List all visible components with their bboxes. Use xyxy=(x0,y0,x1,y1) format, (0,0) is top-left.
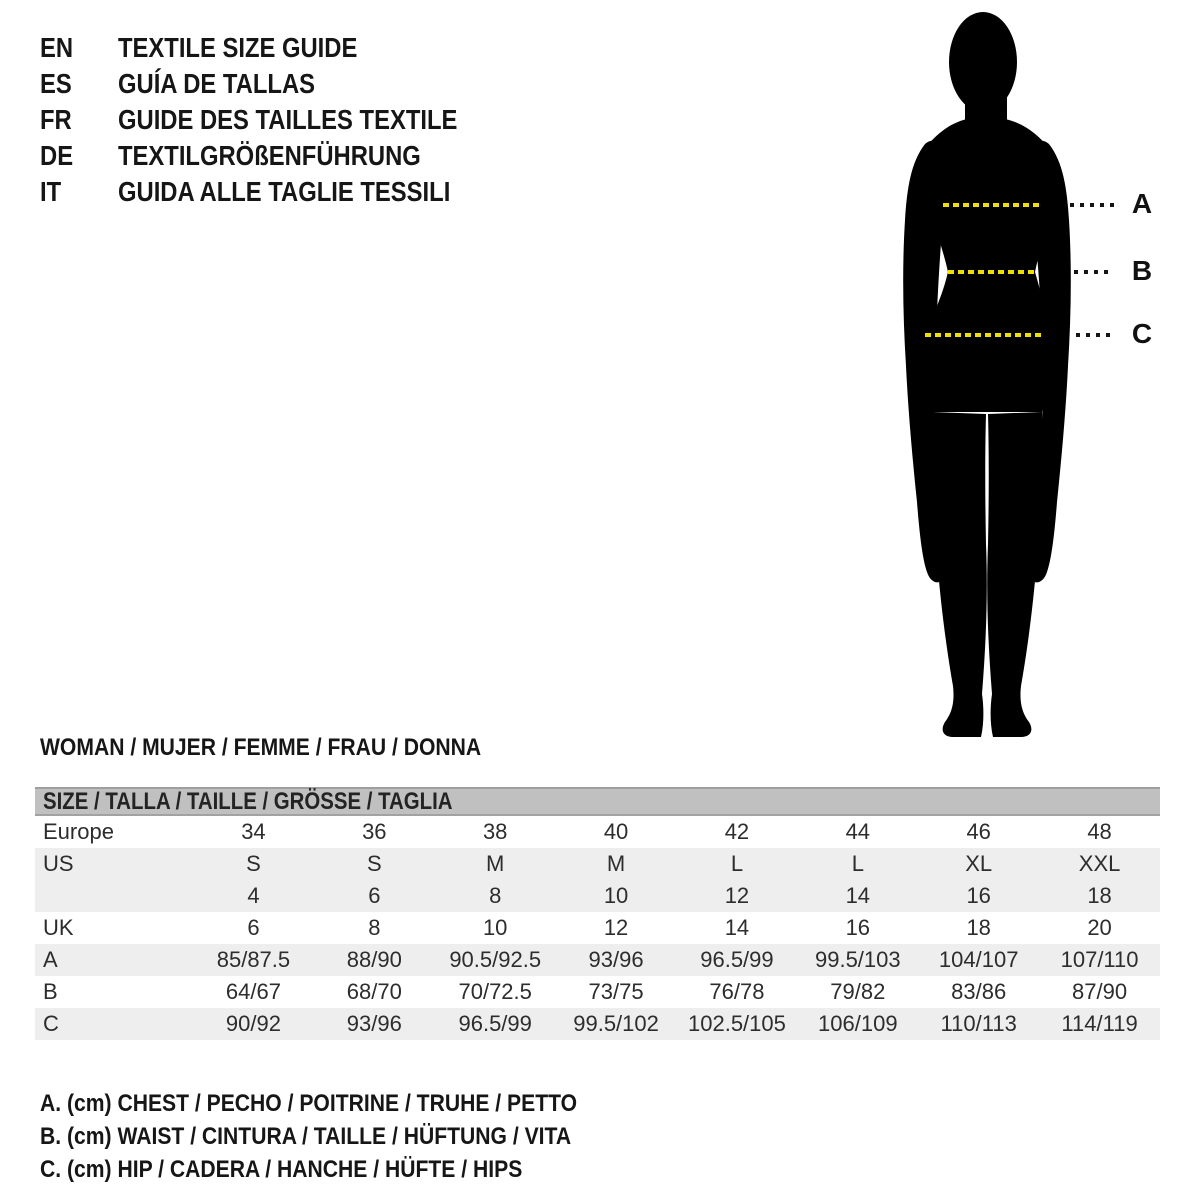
legend-line-c: C. (cm) HIP / CADERA / HANCHE / HÜFTE / HIPS xyxy=(40,1156,523,1183)
size-cell: 36 xyxy=(362,819,387,844)
size-cell: 85/87.5 xyxy=(216,947,291,972)
size-cell: 10 xyxy=(603,883,629,908)
table-row xyxy=(35,944,1160,976)
language-code: EN xyxy=(40,32,74,63)
table-row xyxy=(35,1008,1160,1040)
size-cell: 99.5/102 xyxy=(573,1011,659,1036)
size-cell: 106/109 xyxy=(818,1011,898,1036)
language-code: ES xyxy=(40,68,72,99)
row-label: C xyxy=(43,1011,59,1036)
size-cell: XL xyxy=(965,851,993,876)
connector-dots-c xyxy=(1076,333,1114,337)
size-cell: 96.5/99 xyxy=(700,947,774,972)
size-cell: 93/96 xyxy=(588,947,644,972)
language-code: IT xyxy=(40,176,62,207)
measurement-label-c: C xyxy=(1131,318,1153,349)
language-row xyxy=(40,102,517,138)
size-cell: 64/67 xyxy=(225,979,281,1004)
language-label: GUIDA ALLE TAGLIE TESSILI xyxy=(118,176,451,207)
size-cell: 4 xyxy=(247,883,260,908)
size-cell: 46 xyxy=(966,819,991,844)
size-cell: 8 xyxy=(368,915,381,940)
size-cell: 12 xyxy=(603,915,629,940)
size-cell: L xyxy=(851,851,864,876)
table-header xyxy=(35,787,1160,816)
size-cell: 40 xyxy=(603,819,629,844)
size-cell: 88/90 xyxy=(346,947,402,972)
dashed-measure-line-c xyxy=(925,333,1045,337)
measurement-line-b xyxy=(0,255,1200,286)
table-row xyxy=(35,912,1160,944)
size-cell: M xyxy=(486,851,505,876)
size-cell: 6 xyxy=(368,883,381,908)
size-cell: 34 xyxy=(241,819,266,844)
legend-line-b: B. (cm) WAIST / CINTURA / TAILLE / HÜFTUNG / VITA xyxy=(40,1123,572,1150)
size-cell: 8 xyxy=(489,883,502,908)
measurement-legend xyxy=(40,1090,650,1189)
size-cell: 16 xyxy=(966,883,991,908)
language-row xyxy=(40,30,517,66)
size-cell: 14 xyxy=(845,883,871,908)
size-cell: 107/110 xyxy=(1060,947,1139,972)
language-code: FR xyxy=(40,104,72,135)
row-label: A xyxy=(43,947,58,972)
table-row xyxy=(35,976,1160,1008)
size-cell: 96.5/99 xyxy=(458,1011,532,1036)
table-row xyxy=(35,880,1160,912)
measurement-label-a: A xyxy=(1131,188,1153,219)
size-cell: 102.5/105 xyxy=(688,1011,786,1036)
woman-silhouette xyxy=(895,10,1095,745)
size-cell: 99.5/103 xyxy=(814,947,901,972)
language-label: TEXTILGRÖßENFÜHRUNG xyxy=(118,140,421,171)
size-cell: 104/107 xyxy=(938,947,1019,972)
language-code: DE xyxy=(40,140,74,171)
size-cell: 12 xyxy=(724,883,750,908)
language-label: GUÍA DE TALLAS xyxy=(118,68,316,99)
size-cell: 114/119 xyxy=(1061,1011,1138,1036)
size-cell: L xyxy=(730,851,744,876)
silhouette-left-leg xyxy=(931,412,987,737)
size-cell: 83/86 xyxy=(951,979,1007,1004)
size-cell: 93/96 xyxy=(346,1011,402,1036)
size-cell: 68/70 xyxy=(346,979,402,1004)
gender-title: WOMAN / MUJER / FEMME / FRAU / DONNA xyxy=(40,734,482,761)
size-cell: 18 xyxy=(1087,883,1112,908)
row-label: B xyxy=(43,979,58,1004)
size-table xyxy=(35,787,1160,1040)
size-cell: S xyxy=(366,851,382,876)
size-cell: 16 xyxy=(845,915,871,940)
connector-dots-b xyxy=(1074,270,1114,274)
row-label: US xyxy=(43,851,74,876)
language-label: TEXTILE SIZE GUIDE xyxy=(118,32,358,63)
size-cell: 70/72.5 xyxy=(458,979,532,1004)
row-label: UK xyxy=(43,915,74,940)
legend-line-a: A. (cm) CHEST / PECHO / POITRINE / TRUHE / PETTO xyxy=(40,1090,578,1117)
size-cell: M xyxy=(606,851,626,876)
size-cell: 18 xyxy=(966,915,991,940)
language-row xyxy=(40,138,517,174)
language-list xyxy=(40,30,517,210)
size-cell: 73/75 xyxy=(588,979,644,1004)
language-row xyxy=(40,66,517,102)
size-cell: 48 xyxy=(1087,819,1112,844)
size-cell: 90/92 xyxy=(225,1011,281,1036)
size-cell: XXL xyxy=(1078,851,1121,876)
measurement-label-b: B xyxy=(1131,255,1153,286)
size-cell: 38 xyxy=(482,819,508,844)
measurement-line-c xyxy=(0,318,1200,349)
size-cell: 79/82 xyxy=(830,979,886,1004)
size-cell: 20 xyxy=(1087,915,1112,940)
table-row xyxy=(35,848,1160,880)
size-cell: 10 xyxy=(482,915,508,940)
dashed-measure-line-a xyxy=(943,203,1040,207)
row-label: Europe xyxy=(43,819,114,844)
size-cell: 90.5/92.5 xyxy=(449,947,542,972)
table-header-label: SIZE / TALLA / TAILLE / GRÖSSE / TAGLIA xyxy=(43,787,453,815)
dashed-measure-line-b xyxy=(948,270,1035,274)
language-label: GUIDE DES TAILLES TEXTILE xyxy=(118,104,458,135)
size-cell: 14 xyxy=(724,915,750,940)
size-cell: 87/90 xyxy=(1072,979,1128,1004)
connector-dots-a xyxy=(1070,203,1116,207)
size-cell: 6 xyxy=(247,915,260,940)
size-cell: 42 xyxy=(724,819,750,844)
table-body xyxy=(35,816,1160,1040)
size-cell: 44 xyxy=(845,819,871,844)
size-cell: 76/78 xyxy=(709,979,765,1004)
size-cell: S xyxy=(246,851,261,876)
silhouette-right-leg xyxy=(987,412,1043,737)
size-cell: 110/113 xyxy=(940,1011,1017,1036)
table-row xyxy=(35,816,1160,848)
